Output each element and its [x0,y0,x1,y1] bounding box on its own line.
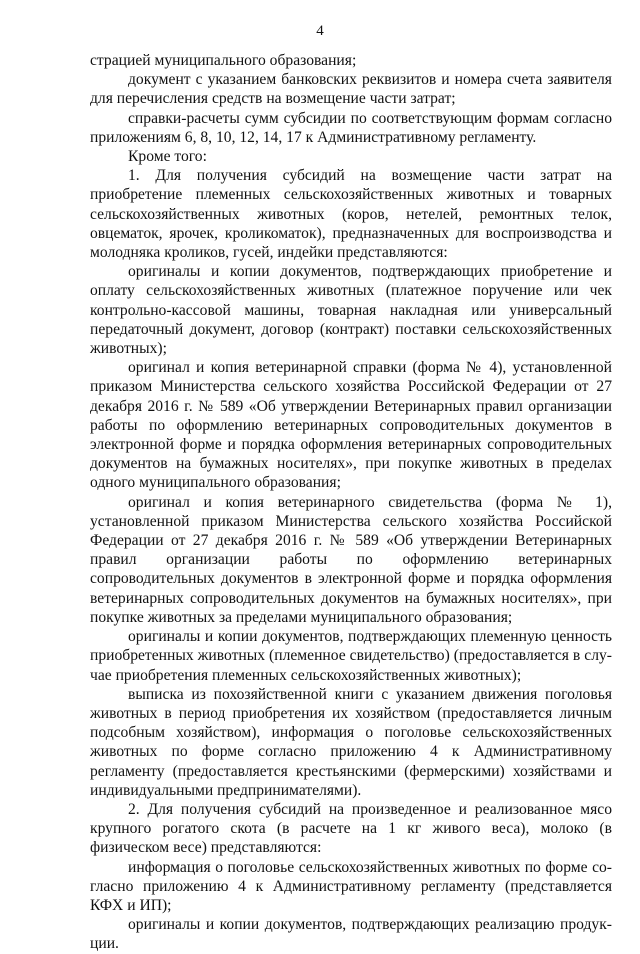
paragraph: оригиналы и копии документов, подтверждающих племенную ценность приобретенных животных (племенное свидетельство) (предоставляется в случае приобретения племенных сельскохозяйственных животных); [90,628,612,684]
document-body [90,51,612,954]
page-number: 4 [316,23,324,39]
paragraph: 2. Для получения субсидий на произведенное и реализованное мясо крупного рогатого скота (в расчете на 1 кг живого веса), молоко (в физическом весе) представляются: [90,800,612,857]
paragraph: информация о поголовье сельскохозяйственных животных по форме согласно приложению 4 к Административному регламенту (представляется КФХ и ИП); [90,858,612,914]
paragraph: выписка из похозяйственной книги с указанием движения поголовья животных в период приобретения их хозяйством (предоставляется личным подсобным хозяйством), информация о поголовье сельскохозяйственных животных по форме согласно приложению 4 к Административному регламенту (предоставляется крестьянскими (фермерскими) хозяйствами и индивидуальными предпринимателями). [90,685,612,799]
paragraph: оригинал и копия ветеринарного свидетельства (форма № 1), установленной приказом Министерства сельского хозяйства Российской Федерации от 27 декабря 2016 г. № 589 «Об утверждении Ветеринарных правил организации работы по оформлению ветеринарных сопроводительных документов в электронной форме и порядка оформления ветеринарных сопроводительных документов на бумажных носителях», при покупке животных за пределами муниципального образования; [90,493,612,626]
paragraph: оригинал и копия ветеринарной справки (форма № 4), установленной приказом Министерства сельского хозяйства Российской Федерации от 27 декабря 2016 г. № 589 «Об утверждении Ветеринарных правил организации работы по оформлению ветеринарных сопроводительных документов в электронной форме и порядка оформления ветеринарных сопроводительных документов на бумажных носителях», при покупке животных в пределах одного муниципального образования; [90,359,612,492]
paragraph: 1. Для получения субсидий на возмещение части затрат на приобретение племенных сельскохозяйственных животных и товарных сельскохозяйственных животных (коров, нетелей, ремонтных телок, овцематок, ярочек, кроликоматок), предназначенных для воспроизводства и молодняка кроликов, гусей, индейки представляются: [90,167,612,262]
paragraph: справки-расчеты сумм субсидии по соответствующим формам согласно приложениям 6, 8, 10, 12, 14, 17 к Административному регламенту. [90,109,612,146]
paragraph: документ с указанием банковских реквизитов и номера счета заявителя для перечисления средств на возмещение части затрат; [90,71,612,108]
paragraph: оригиналы и копии документов, подтверждающих реализацию продукции. [90,916,612,953]
paragraph: страцией муниципального образования; [90,52,357,69]
paragraph: оригиналы и копии документов, подтверждающих приобретение и оплату сельскохозяйственных животных (платежное поручение или чек контрольно-кассовой машины, товарная накладная или универсальный передаточный документ, договор (контракт) поставки сельскохозяйственных животных); [90,263,612,358]
paragraph: Кроме того: [128,148,207,166]
